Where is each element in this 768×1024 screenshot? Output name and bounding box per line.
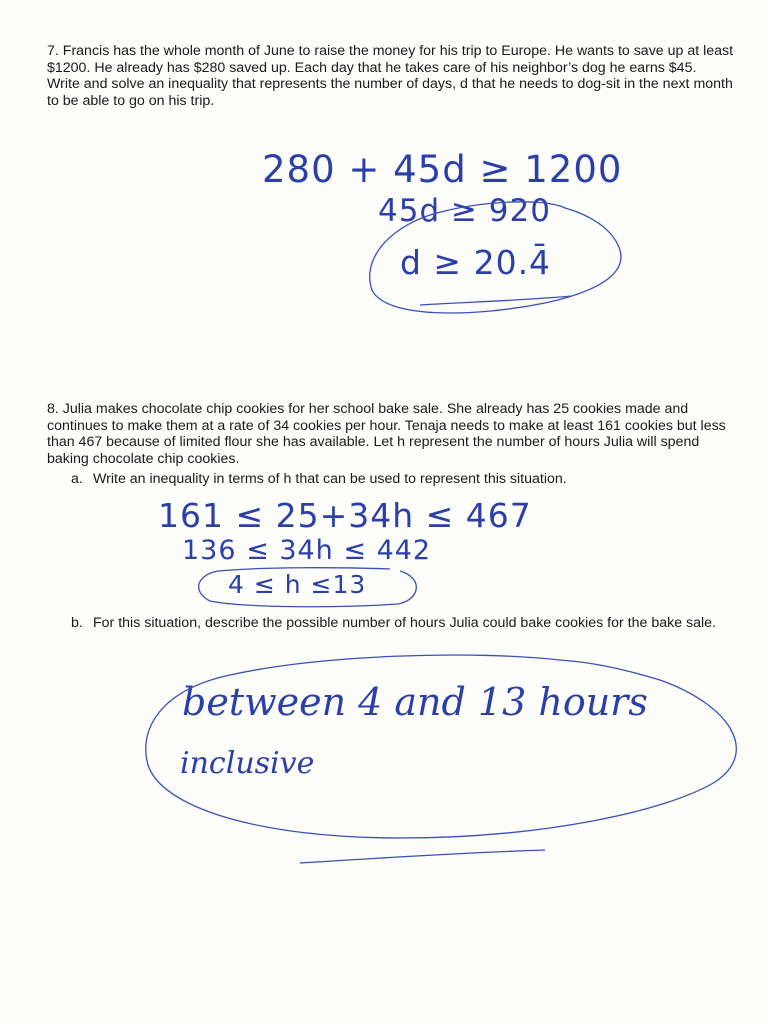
part-b-text: For this situation, describe the possible number of hours Julia could bake cookies for the bake sale. xyxy=(93,615,717,631)
p8b-underline xyxy=(300,850,545,863)
p8b-answer-line-1: between 4 and 13 hours xyxy=(182,680,648,724)
p8b-answer-line-2: inclusive xyxy=(180,746,315,781)
p8a-answer: 4 ≤ h ≤13 xyxy=(228,570,367,599)
problem-8-part-b xyxy=(71,615,731,632)
problem-8-text: 8. Julia makes chocolate chip cookies for her school bake sale. She already has 25 cookies made and continues to make them at a rate of 34 cookies per hour. Tenaja needs to make at least 161 cookies but less than 467 because of limited flour she has available. Let h represent the number of hours Julia will spend baking chocolate chip cookies. xyxy=(47,401,726,467)
p8a-work-line-1: 161 ≤ 25+34h ≤ 467 xyxy=(158,496,532,535)
part-b-marker: b. xyxy=(71,615,83,631)
problem-7 xyxy=(47,43,737,109)
p8a-work-line-2: 136 ≤ 34h ≤ 442 xyxy=(182,535,432,566)
p7-work-line-1: 280 + 45d ≥ 1200 xyxy=(262,148,623,191)
problem-8-part-a xyxy=(71,471,731,488)
problem-8 xyxy=(47,401,737,467)
part-a-marker: a. xyxy=(71,471,83,487)
problem-7-prompt: Write and solve an inequality that represents the number of days, d that he needs to dog-sit in the next month to be able to go on his trip. xyxy=(47,76,733,109)
part-a-text: Write an inequality in terms of h that can be used to represent this situation. xyxy=(93,471,567,487)
p7-answer: d ≥ 20.4̄ xyxy=(400,243,552,282)
p7-work-line-2: 45d ≥ 920 xyxy=(378,193,551,229)
p7-underline xyxy=(420,296,572,305)
problem-7-text: 7. Francis has the whole month of June to raise the money for his trip to Europe. He wants to save up at least $1200. He already has $280 saved up. Each day that he takes care of his neighbor’s dog he earns $45. xyxy=(47,43,734,76)
